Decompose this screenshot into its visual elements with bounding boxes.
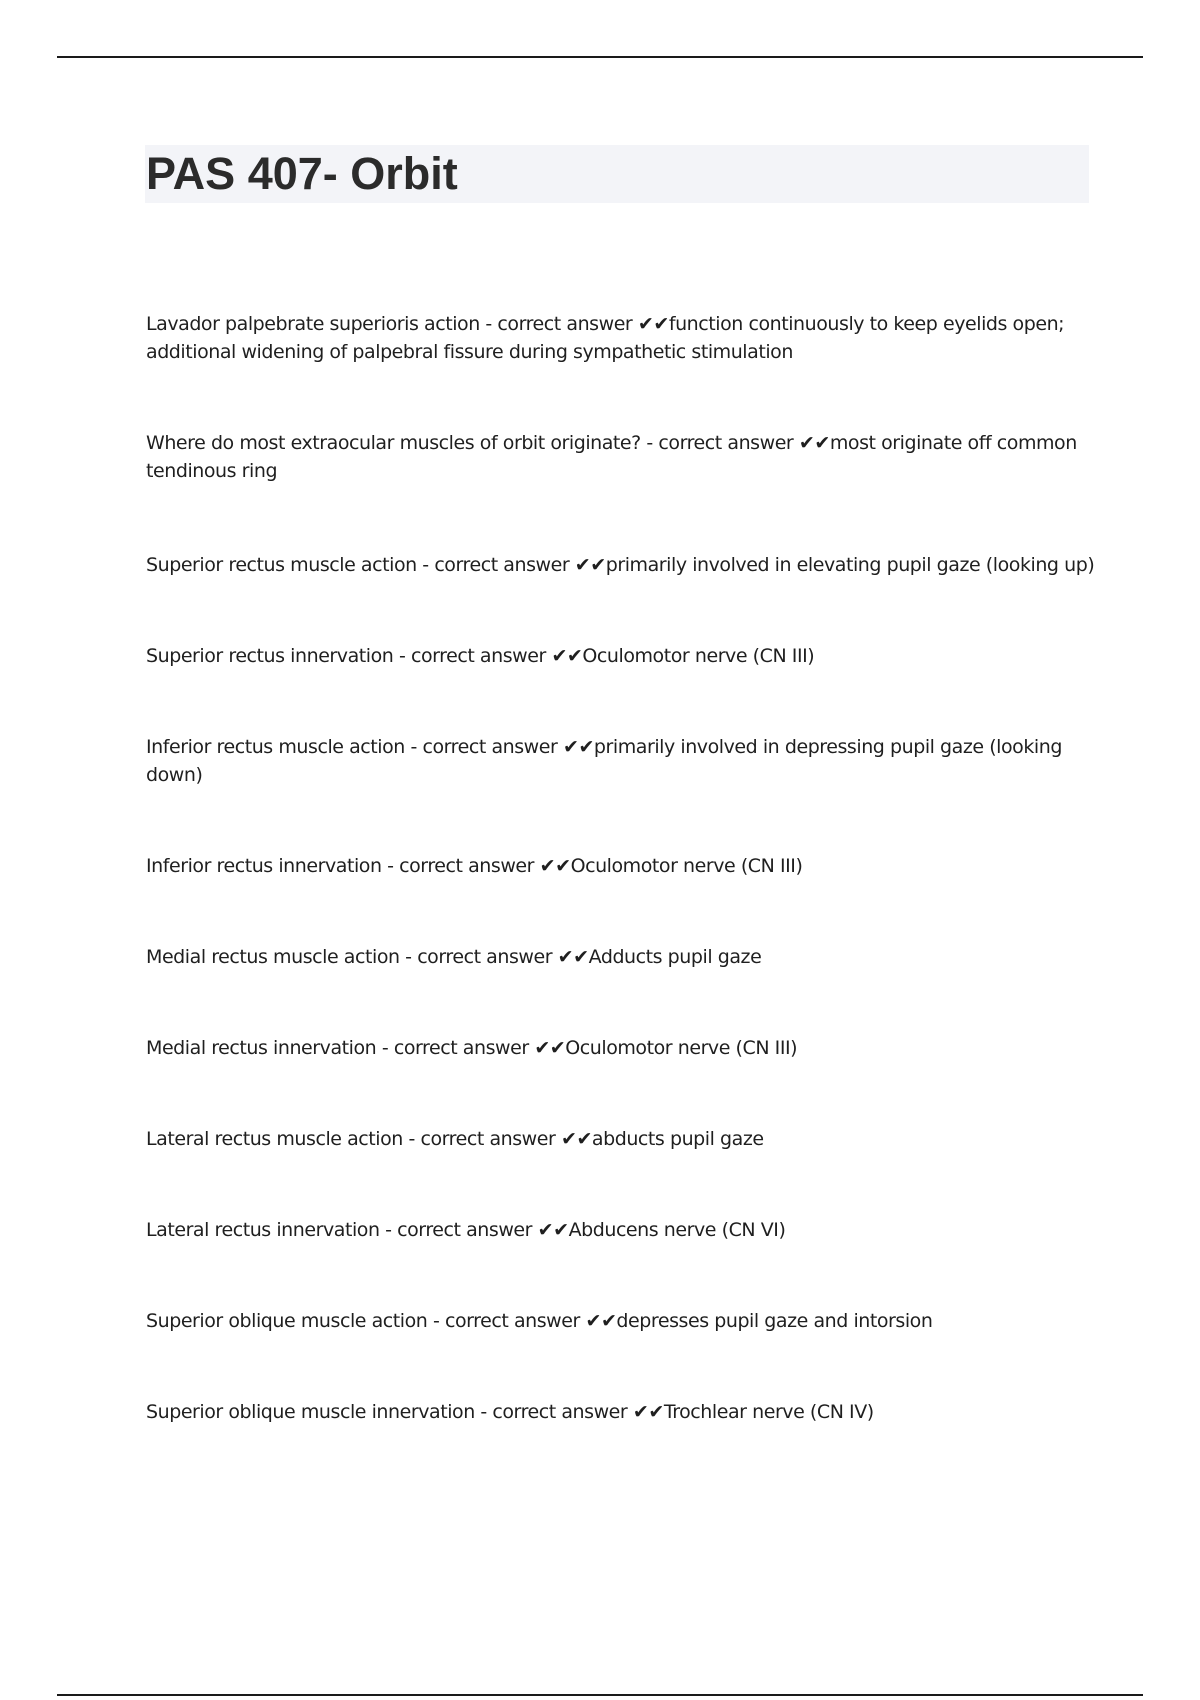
double-check-icon: ✔✔ — [632, 313, 669, 335]
qa-answer: primarily involved in elevating pupil gaze (looking up) — [605, 554, 1095, 576]
qa-marker: correct answer — [492, 1401, 628, 1423]
qa-answer: function continuously to keep eyelids open; additional widening of palpebral fissure during sympathetic stimulation — [146, 313, 1065, 363]
qa-separator: - — [416, 554, 435, 576]
qa-answer: Trochlear nerve (CN IV) — [663, 1401, 874, 1423]
qa-item — [146, 733, 1096, 789]
qa-separator: - — [640, 432, 659, 454]
qa-separator: - — [393, 645, 411, 667]
qa-separator: - — [399, 946, 418, 968]
qa-separator: - — [402, 1128, 421, 1150]
qa-question: Superior oblique muscle action — [146, 1310, 428, 1332]
qa-separator: - — [404, 736, 423, 758]
qa-separator: - — [381, 855, 400, 877]
qa-item — [146, 429, 1096, 485]
qa-item — [146, 1398, 1096, 1426]
qa-marker: correct answer — [497, 313, 633, 335]
qa-marker: correct answer — [410, 645, 546, 667]
qa-separator: - — [379, 1219, 398, 1241]
qa-marker: correct answer — [422, 736, 558, 758]
qa-answer: Oculomotor nerve (CN III) — [582, 645, 815, 667]
double-check-icon: ✔✔ — [557, 736, 594, 758]
qa-marker: correct answer — [417, 946, 553, 968]
qa-question: Medial rectus innervation — [146, 1037, 377, 1059]
double-check-icon: ✔✔ — [627, 1401, 664, 1423]
qa-question: Superior rectus muscle action — [146, 554, 417, 576]
qa-answer: most originate off common tendinous ring — [146, 432, 1077, 482]
qa-separator: - — [427, 1310, 445, 1332]
double-check-icon: ✔✔ — [555, 1128, 592, 1150]
qa-marker: correct answer — [434, 554, 570, 576]
qa-item — [146, 1034, 1096, 1062]
double-check-icon: ✔✔ — [569, 554, 606, 576]
qa-marker: correct answer — [393, 1037, 529, 1059]
qa-marker: correct answer — [420, 1128, 556, 1150]
qa-item — [146, 852, 1096, 880]
qa-marker: correct answer — [397, 1219, 533, 1241]
qa-answer: Oculomotor nerve (CN III) — [565, 1037, 798, 1059]
qa-question: Where do most extraocular muscles of orbit originate? — [146, 432, 641, 454]
qa-answer: Oculomotor nerve (CN III) — [570, 855, 803, 877]
qa-question: Inferior rectus muscle action — [146, 736, 405, 758]
qa-question: Lateral rectus muscle action — [146, 1128, 403, 1150]
qa-answer: depresses pupil gaze and intorsion — [616, 1310, 933, 1332]
qa-answer: abducts pupil gaze — [591, 1128, 764, 1150]
double-check-icon: ✔✔ — [528, 1037, 566, 1059]
qa-item — [146, 943, 1096, 971]
qa-marker: correct answer — [444, 1310, 580, 1332]
qa-question: Inferior rectus innervation — [146, 855, 382, 877]
double-check-icon: ✔✔ — [534, 855, 571, 877]
double-check-icon: ✔✔ — [552, 946, 589, 968]
qa-question: Lavador palpebrate superioris action — [146, 313, 480, 335]
qa-answer: Abducens nerve (CN VI) — [568, 1219, 786, 1241]
qa-item — [146, 1307, 1096, 1335]
top-divider — [57, 56, 1143, 58]
qa-marker: correct answer — [658, 432, 794, 454]
qa-answer: Adducts pupil gaze — [588, 946, 762, 968]
qa-item — [146, 551, 1096, 579]
double-check-icon: ✔✔ — [532, 1219, 569, 1241]
double-check-icon: ✔✔ — [545, 645, 583, 667]
qa-question: Lateral rectus innervation — [146, 1219, 380, 1241]
qa-item — [146, 642, 1096, 670]
qa-question: Medial rectus muscle action — [146, 946, 400, 968]
qa-separator: - — [479, 313, 498, 335]
qa-answer: primarily involved in depressing pupil gaze (looking down) — [146, 736, 1062, 786]
qa-item — [146, 310, 1096, 366]
qa-item — [146, 1216, 1096, 1244]
double-check-icon: ✔✔ — [793, 432, 830, 454]
page-title: PAS 407- Orbit — [146, 148, 458, 199]
qa-separator: - — [376, 1037, 394, 1059]
qa-question: Superior oblique muscle innervation — [146, 1401, 475, 1423]
qa-item — [146, 1125, 1096, 1153]
qa-separator: - — [474, 1401, 493, 1423]
qa-marker: correct answer — [399, 855, 535, 877]
qa-question: Superior rectus innervation — [146, 645, 394, 667]
double-check-icon: ✔✔ — [579, 1310, 617, 1332]
bottom-divider — [57, 1694, 1143, 1696]
